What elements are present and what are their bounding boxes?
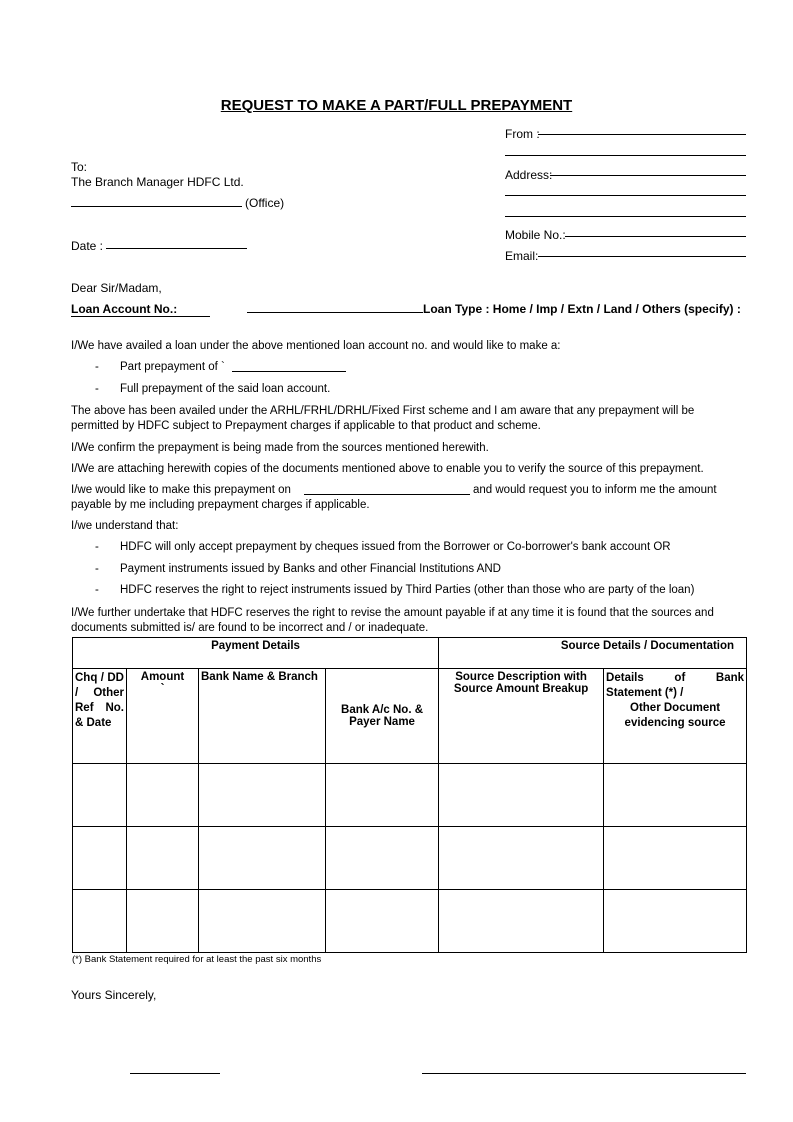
prepayment-date-line[interactable] <box>304 494 470 495</box>
table-cell[interactable] <box>199 827 326 890</box>
col-account-header: Bank A/c No. & Payer Name <box>326 669 439 764</box>
table-cell[interactable] <box>439 890 604 953</box>
email-label: Email: <box>505 249 539 263</box>
intro-text: I/We have availed a loan under the above mentioned loan account no. and would like to make a: <box>71 340 561 352</box>
table-row <box>73 764 747 827</box>
table-cell[interactable] <box>439 764 604 827</box>
date-request-text: I/we would like to make this prepayment on <box>71 484 291 496</box>
table-cell[interactable] <box>73 827 127 890</box>
loan-account-label: Loan Account No.: <box>71 302 178 316</box>
addressee: The Branch Manager HDFC Ltd. <box>71 175 244 189</box>
understand-point: HDFC reserves the right to reject instruments issued by Third Parties (other than those who are party of the loan) <box>120 584 695 596</box>
confirm-paragraph: I/We confirm the prepayment is being made from the sources mentioned herewith. <box>71 442 489 454</box>
table-cell[interactable] <box>604 764 747 827</box>
from-label: From : <box>505 127 540 141</box>
table-cell[interactable] <box>604 827 747 890</box>
point-dash: - <box>95 563 99 575</box>
loan-account-line[interactable] <box>247 312 423 313</box>
table-cell[interactable] <box>127 890 199 953</box>
col-bank-header: Bank Name & Branch <box>199 669 326 764</box>
rupee-symbol: ` <box>160 683 165 695</box>
page-title: REQUEST TO MAKE A PART/FULL PREPAYMENT <box>220 97 573 114</box>
point-dash: - <box>95 584 99 596</box>
table-row <box>73 890 747 953</box>
col-source-desc-header: Source Description with Source Amount Breakup <box>439 669 604 764</box>
table-cell[interactable] <box>326 890 439 953</box>
address-line-3[interactable] <box>505 216 746 217</box>
understand-heading: I/we understand that: <box>71 520 179 532</box>
loan-account-underline <box>71 316 210 317</box>
date-request-text-b: and would request you to inform me the amount <box>473 484 717 496</box>
from-line[interactable] <box>538 134 746 135</box>
payment-details-table <box>72 637 747 953</box>
undertake-paragraph: I/We further undertake that HDFC reserves the right to revise the amount payable if at any time it is found that the sources and documents submitted is/ are found to be incorrect and / or inadequate. <box>71 607 714 634</box>
col-statement-label: Details of Bank Statement (*) / <box>606 672 745 699</box>
option-dash: - <box>95 361 99 373</box>
table-cell[interactable] <box>326 764 439 827</box>
footnote: (*) Bank Statement required for at least the past six months <box>72 954 322 965</box>
option-dash: - <box>95 383 99 395</box>
table-cell[interactable] <box>73 764 127 827</box>
table-cell[interactable] <box>604 890 747 953</box>
address-label: Address: <box>505 168 553 182</box>
col-statement-header <box>604 669 747 764</box>
signature-line-left[interactable] <box>130 1073 220 1074</box>
office-line[interactable] <box>71 206 242 207</box>
table-cell[interactable] <box>326 827 439 890</box>
table-row <box>73 827 747 890</box>
to-label: To: <box>71 160 88 174</box>
address-line-2[interactable] <box>505 195 746 196</box>
option-part-prepayment: Part prepayment of ` <box>120 361 225 373</box>
email-line[interactable] <box>538 256 746 257</box>
closing: Yours Sincerely, <box>71 988 157 1002</box>
table-cell[interactable] <box>199 764 326 827</box>
salutation: Dear Sir/Madam, <box>71 281 162 295</box>
group-payment-details: Payment Details <box>73 638 439 669</box>
point-dash: - <box>95 541 99 553</box>
col-statement-label-b: Other Document evidencing source <box>624 702 726 729</box>
option-full-prepayment: Full prepayment of the said loan account. <box>120 383 331 395</box>
col-chq-header: Chq / DD / Other Ref No. & Date <box>73 669 127 764</box>
from-line-2[interactable] <box>505 155 746 156</box>
table-cell[interactable] <box>439 827 604 890</box>
table-cell[interactable] <box>73 890 127 953</box>
col-amount-header <box>127 669 199 764</box>
scheme-paragraph: The above has been availed under the ARHL/FRHL/DRHL/Fixed First scheme and I am aware that any prepayment will be permitted by HDFC subject to Prepayment charges if applicable to that product and scheme. <box>71 405 695 432</box>
table-cell[interactable] <box>127 827 199 890</box>
col-amount-label: Amount <box>140 671 185 683</box>
loan-type-label: Loan Type : Home / Imp / Extn / Land / Others (specify) : <box>423 302 741 316</box>
understand-point: HDFC will only accept prepayment by cheques issued from the Borrower or Co-borrower's bank account OR <box>120 541 671 553</box>
understand-point: Payment instruments issued by Banks and other Financial Institutions AND <box>120 563 501 575</box>
table-cell[interactable] <box>199 890 326 953</box>
date-label: Date : <box>71 239 104 253</box>
mobile-line[interactable] <box>565 236 746 237</box>
mobile-label: Mobile No.: <box>505 228 566 242</box>
group-source-details: Source Details / Documentation <box>439 638 747 669</box>
part-amount-line[interactable] <box>232 371 346 372</box>
date-line[interactable] <box>106 248 247 249</box>
address-line-1[interactable] <box>550 175 746 176</box>
date-request-text-c: payable by me including prepayment charges if applicable. <box>71 499 370 511</box>
office-label: (Office) <box>245 196 285 210</box>
attach-paragraph: I/We are attaching herewith copies of the documents mentioned above to enable you to verify the source of this prepayment. <box>71 463 704 475</box>
signature-line-right[interactable] <box>422 1073 746 1074</box>
table-cell[interactable] <box>127 764 199 827</box>
